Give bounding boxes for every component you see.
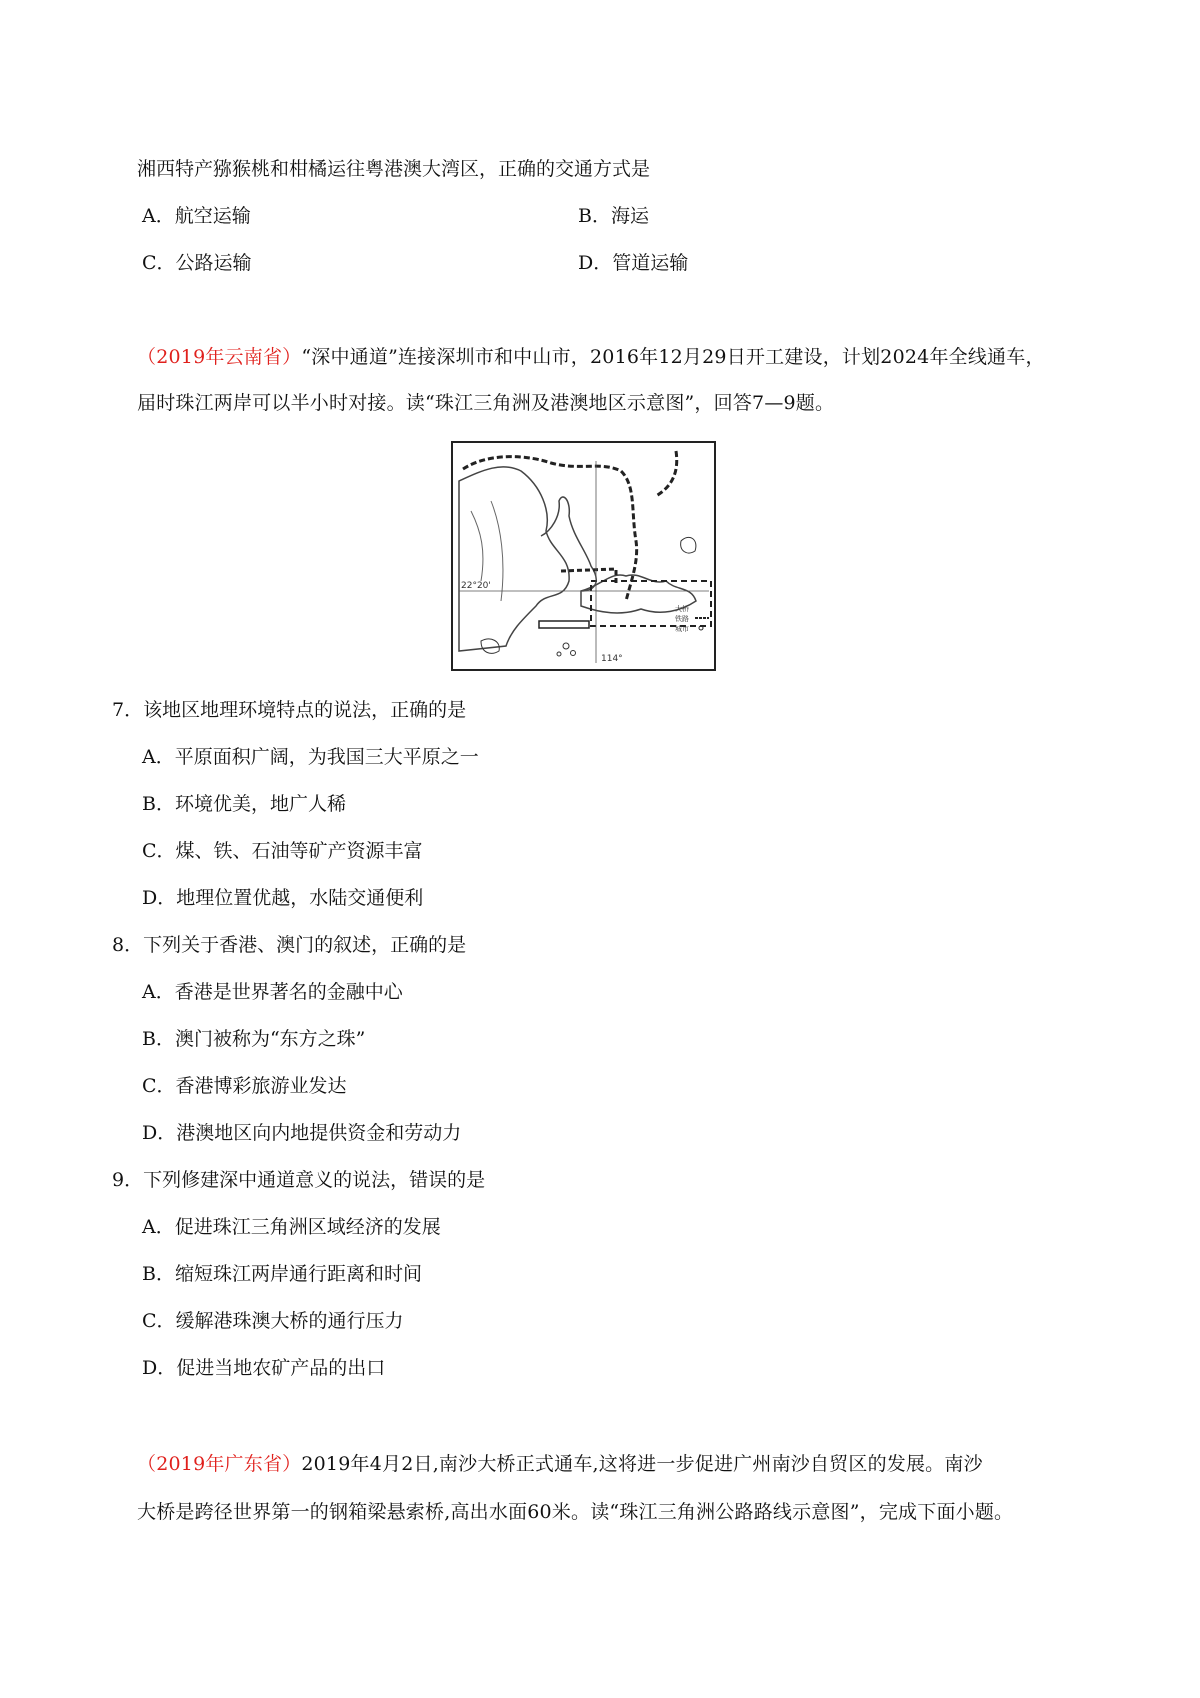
question-stem: 湘西特产猕猴桃和柑橘运往粤港澳大湾区，正确的交通方式是 — [137, 158, 651, 180]
section-guangdong-line1 — [137, 1451, 1097, 1477]
section-yunnan-line1 — [137, 344, 1097, 370]
q9-option-c: C．缓解港珠澳大桥的通行压力 — [142, 1310, 404, 1332]
option-b: B．海运 — [578, 205, 649, 227]
q7-option-c: C．煤、铁、石油等矿产资源丰富 — [142, 840, 423, 862]
legend-railway: 铁路 — [675, 615, 689, 623]
bridge-symbol — [539, 621, 589, 628]
q7-option-d: D．地理位置优越，水陆交通便利 — [142, 887, 424, 909]
source-label: （2019年广东省） — [137, 1453, 302, 1475]
q8-option-d: D．港澳地区向内地提供资金和劳动力 — [142, 1122, 462, 1144]
section-text: “深中通道”连接深圳市和中山市，2016年12月29日开工建设，计划2024年全线通车， — [301, 346, 1045, 368]
option-a: A．航空运输 — [142, 205, 251, 227]
section-yunnan-line2: 届时珠江两岸可以半小时对接。读“珠江三角洲及港澳地区示意图”，回答7—9题。 — [137, 392, 835, 414]
q7-option-a: A．平原面积广阔，为我国三大平原之一 — [142, 746, 479, 768]
option-d: D．管道运输 — [578, 252, 689, 274]
q7-option-b: B．环境优美，地广人稀 — [142, 793, 346, 815]
q9-option-b: B．缩短珠江两岸通行距离和时间 — [142, 1263, 422, 1285]
longitude-label: 114° — [601, 654, 623, 664]
legend-city: 城市 — [675, 625, 689, 633]
question-8-stem: 8．下列关于香港、澳门的叙述，正确的是 — [112, 934, 467, 956]
q8-option-a: A．香港是世界著名的金融中心 — [142, 981, 403, 1003]
map-frame — [452, 442, 715, 670]
section-guangdong-line2: 大桥是跨径世界第一的钢箱梁悬索桥,高出水面60米。读“珠江三角洲公路路线示意图”，完成下面小题。 — [137, 1501, 1014, 1523]
section-text: 2019年4月2日,南沙大桥正式通车,这将进一步促进广州南沙自贸区的发展。南沙 — [301, 1453, 983, 1475]
q8-option-b: B．澳门被称为“东方之珠” — [142, 1028, 366, 1050]
source-label: （2019年云南省） — [137, 346, 302, 368]
q9-option-d: D．促进当地农矿产品的出口 — [142, 1357, 386, 1379]
q9-option-a: A．促进珠江三角洲区域经济的发展 — [142, 1216, 441, 1238]
pearl-river-delta-map — [451, 441, 716, 671]
question-9-stem: 9．下列修建深中通道意义的说法，错误的是 — [112, 1169, 486, 1191]
q8-option-c: C．香港博彩旅游业发达 — [142, 1075, 347, 1097]
legend-bridge: 大桥 — [675, 605, 689, 613]
question-7-stem: 7．该地区地理环境特点的说法，正确的是 — [112, 699, 467, 721]
latitude-label: 22°20' — [461, 581, 491, 591]
option-c: C．公路运输 — [142, 252, 252, 274]
